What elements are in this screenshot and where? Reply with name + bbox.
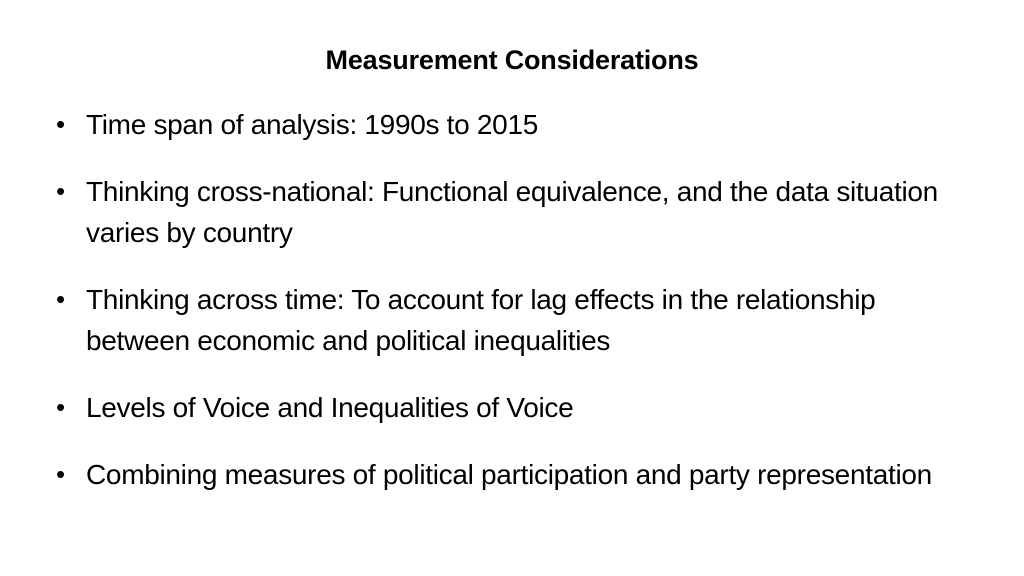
bullet-text: Levels of Voice and Inequalities of Voice <box>86 392 574 423</box>
bullet-list <box>56 104 956 521</box>
bullet-text: Thinking cross-national: Functional equivalence, and the data situation varies by country <box>86 176 938 248</box>
bullet-dot-icon: • <box>56 109 65 139</box>
bullet-item-3 <box>56 279 956 361</box>
bullet-item-1 <box>56 104 956 145</box>
bullet-item-4 <box>56 387 956 428</box>
bullet-item-2 <box>56 171 956 253</box>
bullet-text: Combining measures of political participation and party representation <box>86 459 932 490</box>
bullet-dot-icon: • <box>56 459 65 489</box>
bullet-text: Thinking across time: To account for lag effects in the relationship between economic and political inequalities <box>86 284 876 356</box>
bullet-item-5 <box>56 454 956 495</box>
bullet-dot-icon: • <box>56 176 65 206</box>
bullet-text: Time span of analysis: 1990s to 2015 <box>86 109 538 140</box>
slide-title: Measurement Considerations <box>325 45 699 75</box>
bullet-dot-icon: • <box>56 392 65 422</box>
bullet-dot-icon: • <box>56 284 65 314</box>
